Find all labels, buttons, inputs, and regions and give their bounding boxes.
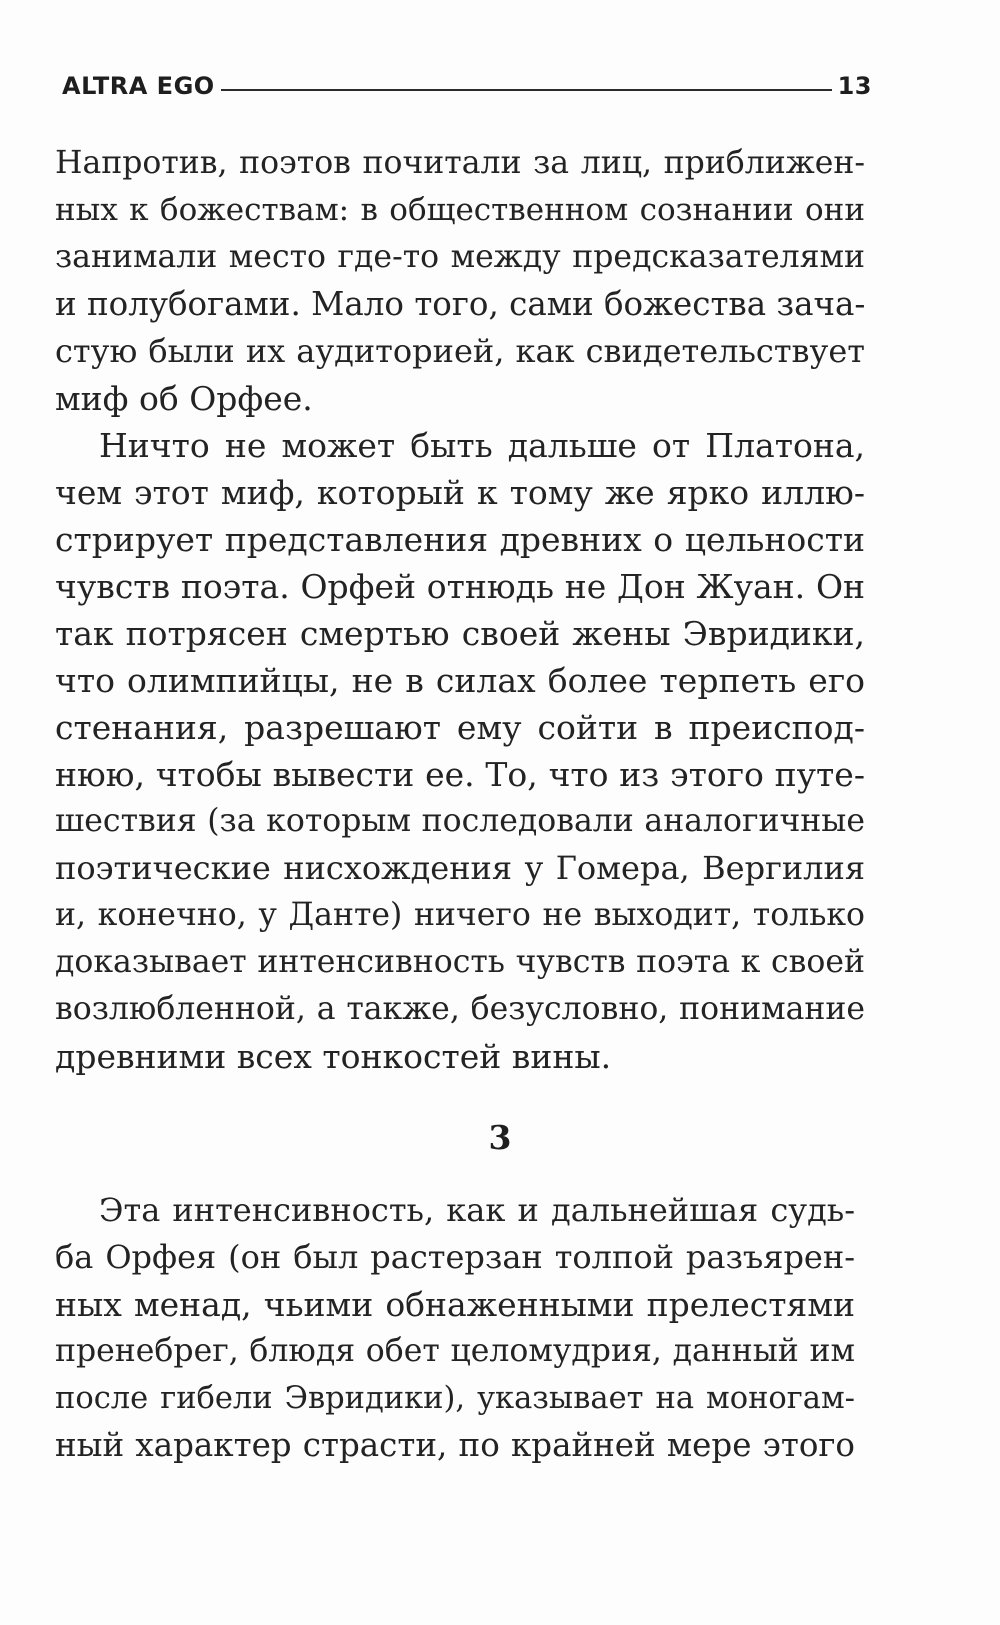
- text-line: Ничто не может быть дальше от Платона,: [99, 426, 865, 465]
- text-line: стую были их аудиторией, как свидетельствует: [55, 332, 865, 370]
- text-line: ный характер страсти, по крайней мере этого: [55, 1426, 855, 1464]
- text-line: ных к божествам: в общественном сознании они: [55, 192, 865, 228]
- text-line: чем этот миф, который к тому же ярко иллю-: [55, 473, 865, 512]
- text-line: поэтические нисхождения у Гомера, Вергилия: [55, 849, 865, 887]
- text-line: так потрясен смертью своей жены Эвридики,: [55, 614, 865, 653]
- text-line: возлюбленной, а также, безусловно, понимание: [55, 991, 865, 1027]
- text-line: что олимпийцы, не в силах более терпеть его: [55, 661, 865, 700]
- text-line: и полубогами. Мало того, сами божества зача-: [55, 285, 866, 323]
- text-line: Эта интенсивность, как и дальнейшая судь-: [99, 1191, 855, 1229]
- paragraph-1: [55, 140, 865, 422]
- text-line: чувств поэта. Орфей отнюдь не Дон Жуан. Он: [55, 567, 865, 606]
- text-line: и, конечно, у Данте) ничего не выходит, только: [55, 897, 865, 933]
- text-line: миф об Орфее.: [55, 379, 313, 418]
- body-text-lower: [55, 1187, 855, 1469]
- text-line: доказывает интенсивность чувств поэта к своей: [55, 944, 865, 980]
- text-line: нюю, чтобы вывести ее. То, что из этого путе-: [55, 755, 865, 794]
- text-line: стенания, разрешают ему сойти в преиспод-: [55, 708, 865, 747]
- text-line: занимали место где-то между предсказателями: [55, 239, 865, 275]
- body-text-upper: [55, 140, 865, 1080]
- text-line: ных менад, чьими обнаженными прелестями: [55, 1285, 855, 1324]
- text-line: после гибели Эвридики), указывает на моногам-: [55, 1381, 855, 1416]
- text-line: Напротив, поэтов почитали за лиц, приближен-: [55, 145, 865, 181]
- book-title: ALTRA EGO: [62, 72, 215, 100]
- paragraph-2: [55, 422, 865, 1080]
- page-number: 13: [837, 72, 872, 100]
- text-line: древними всех тонкостей вины.: [55, 1037, 612, 1076]
- text-line: шествия (за которым последовали аналогичные: [55, 803, 865, 839]
- running-header: [62, 60, 872, 100]
- paragraph-3: [55, 1187, 855, 1469]
- header-rule: [221, 89, 832, 91]
- section-heading: 3: [488, 1118, 512, 1157]
- text-line: ба Орфея (он был растерзан толпой разъярен-: [55, 1238, 855, 1276]
- text-line: стрирует представления древних о цельности: [55, 520, 865, 559]
- text-line: пренебрег, блюдя обет целомудрия, данный им: [55, 1333, 855, 1369]
